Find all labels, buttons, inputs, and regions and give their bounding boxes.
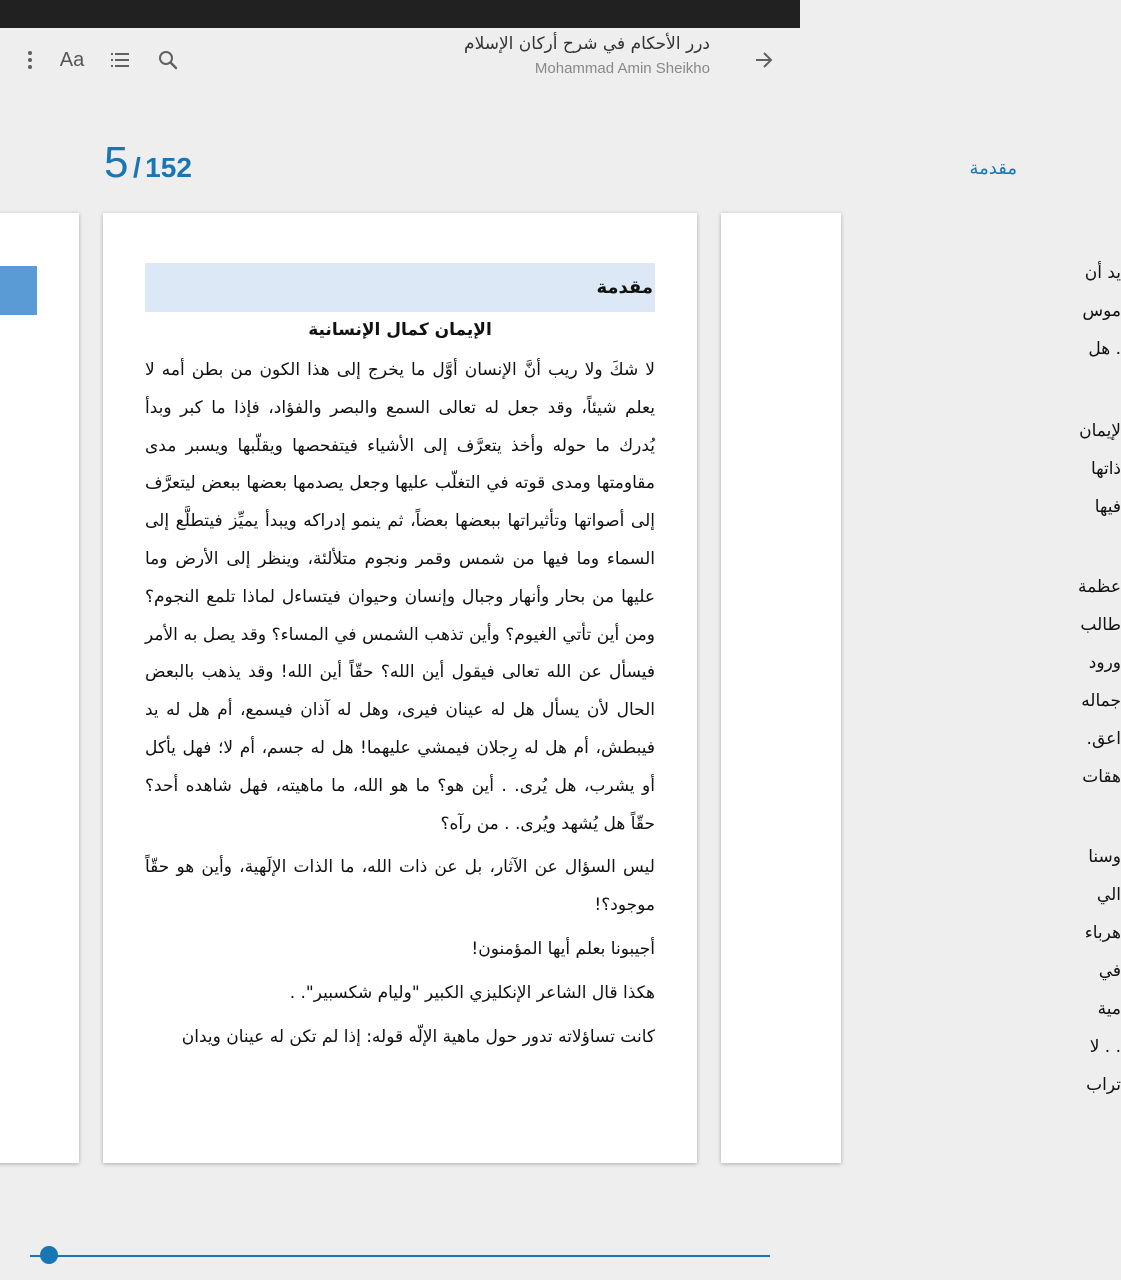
current-page: 5 bbox=[104, 138, 129, 187]
book-title: درر الأحكام في شرح أركان الإسلام bbox=[464, 34, 710, 54]
next-page-line: عظمة bbox=[1077, 577, 1121, 597]
next-page-line: . . لا bbox=[1089, 1037, 1121, 1057]
status-bar bbox=[0, 0, 800, 28]
arrow-forward-icon[interactable] bbox=[740, 36, 788, 84]
total-pages: 152 bbox=[145, 152, 192, 183]
next-page-line: مية bbox=[1097, 999, 1121, 1019]
paragraph: أجيبونا بعلم أيها المؤمنون! bbox=[471, 938, 655, 959]
next-page-line: فيها bbox=[1094, 497, 1121, 517]
chapter-link[interactable]: مقدمة bbox=[969, 158, 1017, 179]
next-page-line: اعق. bbox=[1086, 729, 1121, 749]
next-page-line: لإيمان bbox=[1079, 421, 1121, 441]
font-settings-label: Aa bbox=[59, 48, 85, 71]
paragraph: ليس السؤال عن الآثار، بل عن ذات الله، ما الذات الإلَهية، وأين هو حقّاً موجود؟! bbox=[145, 857, 655, 916]
paragraph: هكذا قال الشاعر الإنكليزي الكبير "وليام شكسبير". . bbox=[289, 982, 655, 1003]
next-page-line: يد أن bbox=[1084, 263, 1121, 283]
next-page-line: ذاتها bbox=[1090, 459, 1121, 479]
chapter-heading: مقدمة bbox=[145, 263, 655, 312]
next-page-line: ورود bbox=[1088, 653, 1121, 673]
book-author: Mohammad Amin Sheikho bbox=[534, 60, 710, 77]
next-page-line: . هل bbox=[1088, 339, 1121, 359]
page-slider-thumb[interactable] bbox=[40, 1246, 58, 1264]
more-vert-icon[interactable] bbox=[6, 36, 54, 84]
next-page-line: في bbox=[1098, 961, 1121, 981]
previous-page-heading-block bbox=[0, 266, 37, 315]
next-page-line: وسنا bbox=[1088, 847, 1121, 867]
book-title-block bbox=[290, 34, 710, 77]
next-page-line: الي bbox=[1096, 885, 1121, 905]
page-indicator bbox=[104, 138, 192, 188]
next-page[interactable] bbox=[721, 213, 1121, 1163]
current-page-sheet[interactable] bbox=[103, 213, 697, 1163]
next-page-line: تراب bbox=[1086, 1075, 1121, 1095]
next-page-line: طالب bbox=[1080, 615, 1121, 635]
paragraph: كانت تساؤلاته تدور حول ماهية الإلّه قوله: إذا لم تكن له عينان ويدان bbox=[181, 1026, 655, 1047]
next-page-line: جماله bbox=[1081, 691, 1121, 711]
paragraph: لا شكَ ولا ريب أنَّ الإنسان أوَّل ما يخرج إلى هذا الكون من بطن أمه لا يعلم شيئاً، وقد جعل له تعالى السمع والبصر والفؤاد، فإذا ما كبر وبدأ يُدرك ما حوله وأخذ يتعرَّف إلى الأشياء فيتفحصها ويقلّبها ويسبر مدى مقاومتها ومدى قوته في التغلّب عليها وجعل يصدمها بعضها ببعض ليتعرَّف إلى أصواتها وتأثيراتها ببعضها بعضاً، ثم ينمو إدراكه ويبدأ يميِّز فيتطلَّع إلى السماء وما فيها من شمس وقمر ونجوم متلألئة، وينظر إلى الأرض وما عليها من بحار وأنهار وجبال وإنسان وحيوان فيتساءل لماذا تلمع النجوم؟ ومن أين تأتي الغيوم؟ وأين تذهب الشمس في المساء؟ وقد يصل به الأمر فيسأل عن الله تعالى فيقول أين الله؟ حقّاً أين الله! وقد يذهب بالبعض الحال لأن يسأل هل له عينان فيرى، وهل له آذان فيسمع، أم هل له يد فيبطش، أم هل له رِجلان فيمشي عليهما! هل له جسم، أم لا؛ فهل يأكل أو يشرب، هل يُرى. . أين هو؟ ما هو الله، ما ماهيته، فهل شاهده أحد؟ حقّاً هل يُشهد ويُرى. . من رآه؟ bbox=[145, 360, 655, 834]
previous-page[interactable] bbox=[0, 213, 79, 1163]
font-settings-button[interactable] bbox=[48, 36, 96, 84]
toolbar bbox=[0, 28, 800, 92]
page-slider-track[interactable] bbox=[30, 1255, 770, 1257]
next-page-line: هرباء bbox=[1084, 923, 1121, 943]
search-icon[interactable] bbox=[144, 36, 192, 84]
list-icon[interactable] bbox=[96, 36, 144, 84]
next-page-line: موس bbox=[1082, 301, 1121, 321]
next-page-line: هقات bbox=[1082, 767, 1121, 787]
page-separator: / bbox=[132, 152, 141, 183]
page-content bbox=[145, 263, 655, 1062]
section-subheading: الإيمان كمال الإنسانية bbox=[308, 320, 492, 340]
